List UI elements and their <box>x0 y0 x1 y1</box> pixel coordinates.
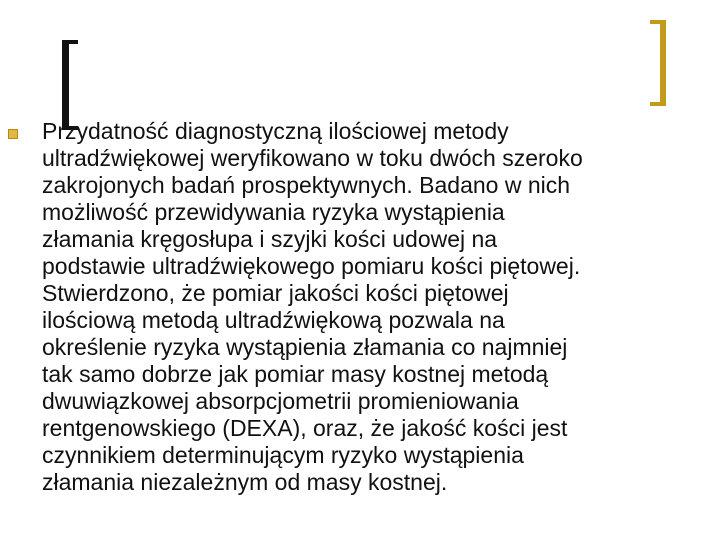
bullet-paragraph: Przydatność diagnostyczną ilościowej metody ultradźwiękowej weryfikowano w toku dwóch szeroko zakrojonych badań prospektywnych. Badano w nich możliwość przewidywania ryzyka wystąpienia złamania kręgosłupa i szyjki kości udowej na podstawie ultradźwiękowego pomiaru kości piętowej. Stwierdzono, że pomiar jakości kości piętowej ilościową metodą ultradźwiękową pozwala na określenie ryzyka wystąpienia złamania co najmniej tak samo dobrze jak pomiar masy kostnej metodą dwuwiązkowej absorpcjometrii promieniowania rentgenowskiego (DEXA), oraz, że jakość kości jest czynnikiem determinującym ryzyko wystąpienia złamania niezależnym od masy kostnej. <box>42 118 583 495</box>
square-bullet-icon <box>8 129 18 139</box>
